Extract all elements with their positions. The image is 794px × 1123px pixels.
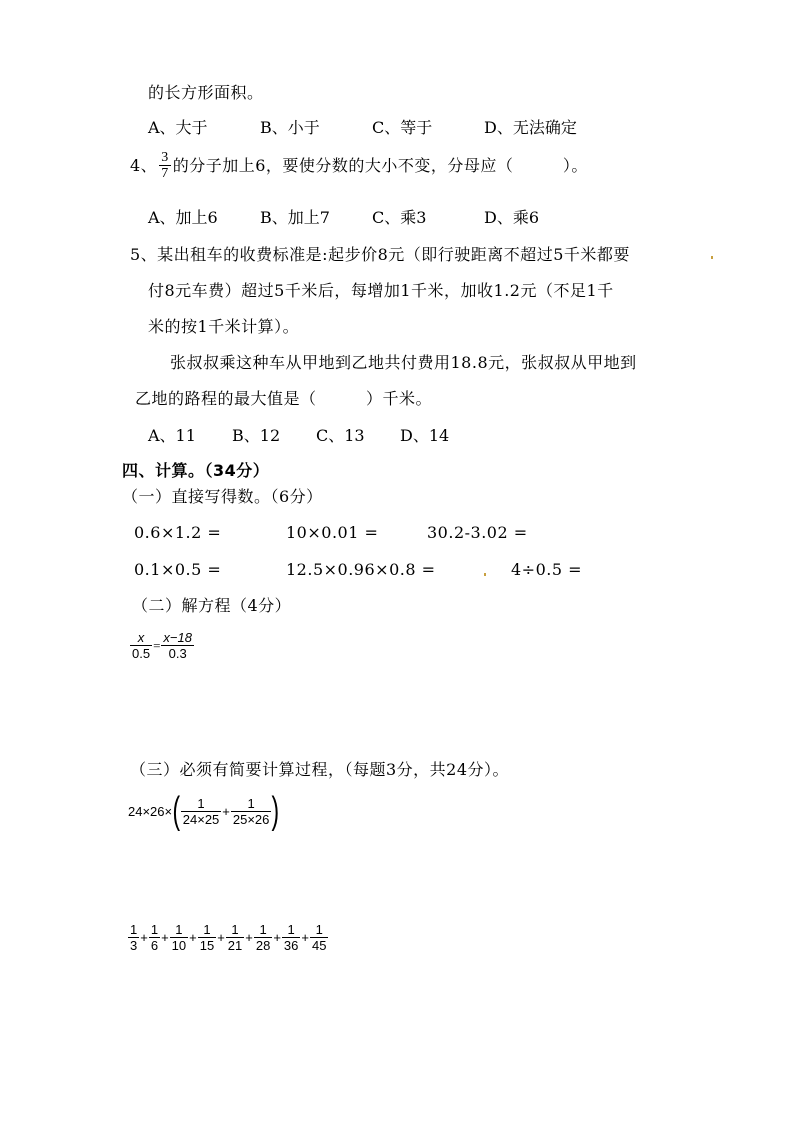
unit-fraction [198, 922, 216, 953]
fraction-numerator: 1 [170, 922, 188, 938]
q5-option-b: B、12 [232, 426, 281, 445]
calc-item-4: 0.1×0.5 = [134, 560, 222, 579]
fraction-denominator: 25×26 [232, 811, 270, 827]
unit-fraction [170, 922, 188, 953]
fraction-numerator: 1 [130, 922, 138, 937]
q3-option-d: D、无法确定 [484, 118, 577, 137]
q5-option-a: A、11 [148, 426, 196, 445]
expression-1-fraction-2 [231, 796, 272, 827]
expression-1 [128, 792, 280, 830]
fraction-denominator: 15 [199, 938, 215, 953]
expression-1-prefix: 24×26× [128, 803, 173, 819]
equation-right-denominator: 0.3 [168, 646, 187, 661]
fraction-denominator: 45 [311, 938, 327, 953]
equation-left-numerator: x [130, 630, 152, 646]
plus-sign: + [301, 930, 309, 945]
q4-option-a: A、加上6 [148, 208, 218, 227]
fraction-denominator: 10 [171, 938, 187, 953]
q5-line-1: 5、某出租车的收费标准是:起步价8元（即行驶距离不超过5千米都要 [130, 245, 630, 264]
equation-left-fraction [130, 630, 152, 661]
equation-equals: = [153, 637, 161, 653]
unit-fraction [254, 922, 272, 953]
plus-sign: + [189, 930, 197, 945]
section-4-title: 四、计算。（34分） [122, 461, 270, 480]
fraction-denominator: 3 [130, 938, 138, 953]
fraction-denominator: 28 [255, 938, 271, 953]
expression-1-fraction-1 [181, 796, 222, 827]
q5-line-2: 付8元车费）超过5千米后，每增加1千米，加收1.2元（不足1千 [148, 281, 614, 300]
question-4 [130, 150, 588, 181]
equation [130, 630, 194, 661]
stray-mark [484, 573, 486, 576]
equation-right-fraction [161, 630, 194, 661]
fraction-denominator: 24×25 [182, 811, 220, 827]
q5-option-c: C、13 [316, 426, 365, 445]
part-3-title: （三）必须有简要计算过程，（每题3分，共24分）。 [130, 760, 510, 779]
plus-sign: + [222, 803, 230, 819]
q5-option-d: D、14 [400, 426, 450, 445]
q4-option-d: D、乘6 [484, 208, 540, 227]
unit-fraction [128, 922, 139, 953]
q4-fraction [159, 150, 171, 181]
fraction-numerator: 1 [181, 796, 222, 812]
fraction-numerator: 1 [231, 796, 272, 812]
fraction-numerator: 1 [254, 922, 272, 938]
unit-fraction [226, 922, 244, 953]
q4-text: 的分子加上6，要使分数的大小不变，分母应（ ）。 [172, 155, 588, 175]
fraction-numerator: 1 [310, 922, 328, 938]
fraction-denominator: 36 [283, 938, 299, 953]
unit-fraction [282, 922, 300, 953]
plus-sign: + [273, 930, 281, 945]
part-2-title: （二）解方程（4分） [132, 596, 292, 615]
calc-item-2: 10×0.01 = [286, 523, 379, 542]
part-1-title: （一）直接写得数。（6分） [122, 487, 323, 506]
left-paren: ( [172, 790, 181, 832]
fraction-denominator: 21 [227, 938, 243, 953]
calc-item-5: 12.5×0.96×0.8 = [286, 560, 436, 579]
q3-continuation: 的长方形面积。 [148, 83, 264, 102]
q5-line-4: 张叔叔乘这种车从甲地到乙地共付费用18.8元，张叔叔从甲地到 [170, 353, 637, 372]
fraction-denominator: 6 [150, 938, 159, 953]
q5-line-3: 米的按1千米计算）。 [148, 317, 300, 336]
q4-fraction-denominator: 7 [161, 166, 169, 181]
plus-sign: + [140, 930, 148, 945]
fraction-numerator: 1 [150, 922, 159, 937]
q3-option-c: C、等于 [372, 118, 433, 137]
unit-fraction [310, 922, 328, 953]
calc-item-1: 0.6×1.2 = [134, 523, 222, 542]
plus-sign: + [161, 930, 169, 945]
unit-fraction [149, 922, 160, 953]
q3-option-a: A、大于 [148, 118, 208, 137]
fraction-numerator: 1 [226, 922, 244, 938]
q4-option-c: C、乘3 [372, 208, 427, 227]
plus-sign: + [245, 930, 253, 945]
fraction-numerator: 1 [198, 922, 216, 938]
calc-item-3: 30.2-3.02 = [427, 523, 528, 542]
q4-option-b: B、加上7 [260, 208, 330, 227]
calc-item-6: 4÷0.5 = [511, 560, 583, 579]
equation-right-numerator: x−18 [163, 630, 192, 645]
fraction-numerator: 1 [282, 922, 300, 938]
stray-mark [711, 256, 713, 259]
plus-sign: + [217, 930, 225, 945]
expression-2 [128, 922, 328, 953]
equation-left-denominator: 0.5 [132, 646, 151, 661]
q4-number: 4、 [130, 155, 158, 175]
q3-option-b: B、小于 [260, 118, 320, 137]
q5-line-5: 乙地的路程的最大值是（ ）千米。 [135, 389, 433, 408]
right-paren: ) [271, 790, 280, 832]
q4-fraction-numerator: 3 [161, 150, 169, 165]
